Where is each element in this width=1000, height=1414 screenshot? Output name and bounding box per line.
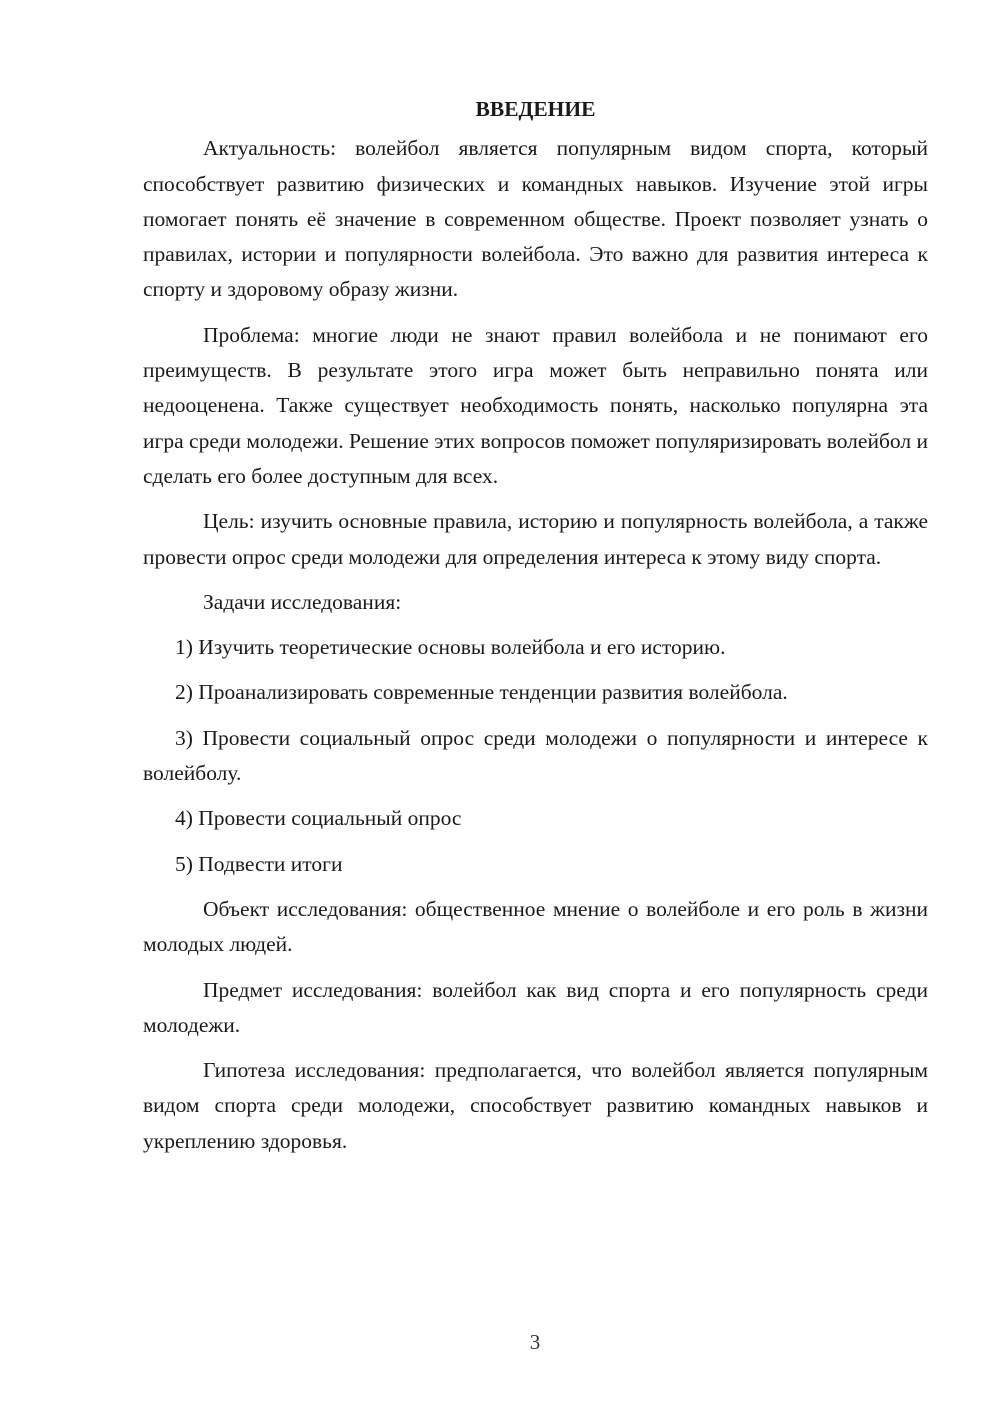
- page-number: 3: [529, 1330, 541, 1354]
- document-page: [143, 92, 928, 1169]
- task-item-3: 3) Провести социальный опрос среди молодежи о популярности и интересе к волейболу.: [143, 725, 928, 786]
- paragraph-subject: Предмет исследования: волейбол как вид спорта и его популярность среди молодежи.: [143, 977, 928, 1037]
- paragraph-hypothesis: Гипотеза исследования: предполагается, что волейбол является популярным видом спорта среди молодежи, способствует развитию командных навыков и укреплению здоровья.: [143, 1058, 928, 1153]
- task-item-2: 2) Проанализировать современные тенденции развития волейбола.: [175, 680, 788, 705]
- task-item-4: 4) Провести социальный опрос: [175, 806, 462, 831]
- task-item-1: 1) Изучить теоретические основы волейбола и его историю.: [175, 635, 726, 660]
- paragraph-tasks-heading: Задачи исследования:: [203, 589, 402, 614]
- document-title: ВВЕДЕНИЕ: [475, 97, 596, 121]
- paragraph-goal: Цель: изучить основные правила, историю и популярность волейбола, а также провести опрос среди молодежи для определения интереса к этому виду спорта.: [143, 509, 928, 569]
- paragraph-object: Объект исследования: общественное мнение о волейболе и его роль в жизни молодых людей.: [143, 896, 928, 957]
- paragraph-relevance: Актуальность: волейбол является популярным видом спорта, который способствует развитию физических и командных навыков. Изучение этой игры помогает понять её значение в современном обществе. Проект позволяет узнать о правилах, истории и популярности волейбола. Это важно для развития интереса к спорту и здоровому образу жизни.: [143, 136, 928, 302]
- paragraph-problem: Проблема: многие люди не знают правил волейбола и не понимают его преимуществ. В результате этого игра может быть неправильно понята или недооценена. Также существует необходимость понять, насколько популярна эта игра среди молодежи. Решение этих вопросов поможет популяризировать волейбол и сделать его более доступным для всех.: [143, 322, 928, 488]
- task-item-5: 5) Подвести итоги: [175, 851, 343, 876]
